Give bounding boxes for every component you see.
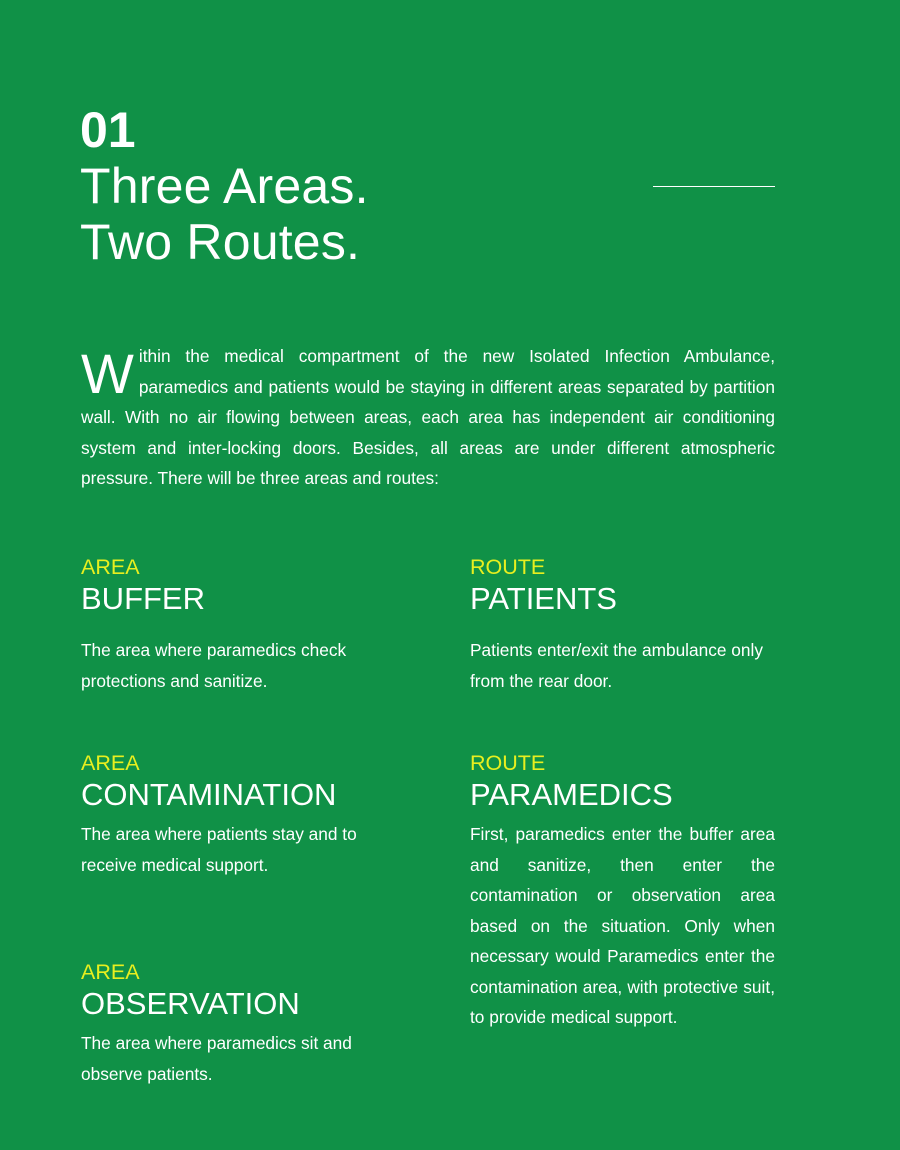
area-title: OBSERVATION — [81, 986, 300, 1021]
route-kicker: ROUTE — [470, 751, 546, 775]
area-kicker: AREA — [81, 555, 140, 579]
page-heading — [80, 102, 369, 270]
intro-paragraph — [81, 341, 775, 494]
heading-line-2: Two Routes. — [80, 214, 361, 270]
route-description: First, paramedics enter the buffer area and sanitize, then enter the contamination or observation area based on the situation. Only when necessary would Paramedics enter the contamination area, with protective suit, to provide medical support. — [470, 824, 775, 1027]
route-kicker: ROUTE — [470, 555, 546, 579]
area-observation — [81, 960, 391, 1089]
section-number: 01 — [80, 102, 136, 158]
drop-cap: W — [81, 342, 134, 405]
area-buffer — [81, 555, 391, 696]
area-title: CONTAMINATION — [81, 777, 337, 812]
intro-text: ithin the medical compartment of the new Isolated Infection Ambulance, paramedics and patients would be staying in different areas separated by partition wall. With no air flowing between areas, each area has independent air conditioning system and inter-locking doors. Besides, all areas are under different atmospheric pressure. There will be three areas and routes: — [81, 346, 775, 489]
area-kicker: AREA — [81, 960, 140, 984]
route-description: Patients enter/exit the ambulance only from the rear door. — [470, 640, 763, 691]
heading-line-1: Three Areas. — [80, 158, 369, 214]
route-paramedics — [470, 751, 780, 1033]
divider-line — [653, 186, 775, 187]
area-title: BUFFER — [81, 581, 205, 616]
area-description: The area where paramedics check protections and sanitize. — [81, 640, 347, 691]
route-patients — [470, 555, 780, 696]
route-title: PARAMEDICS — [470, 777, 673, 812]
area-kicker: AREA — [81, 751, 140, 775]
area-description: The area where paramedics sit and observe patients. — [81, 1033, 352, 1084]
route-title: PATIENTS — [470, 581, 617, 616]
area-contamination — [81, 751, 391, 880]
area-description: The area where patients stay and to receive medical support. — [81, 824, 357, 875]
